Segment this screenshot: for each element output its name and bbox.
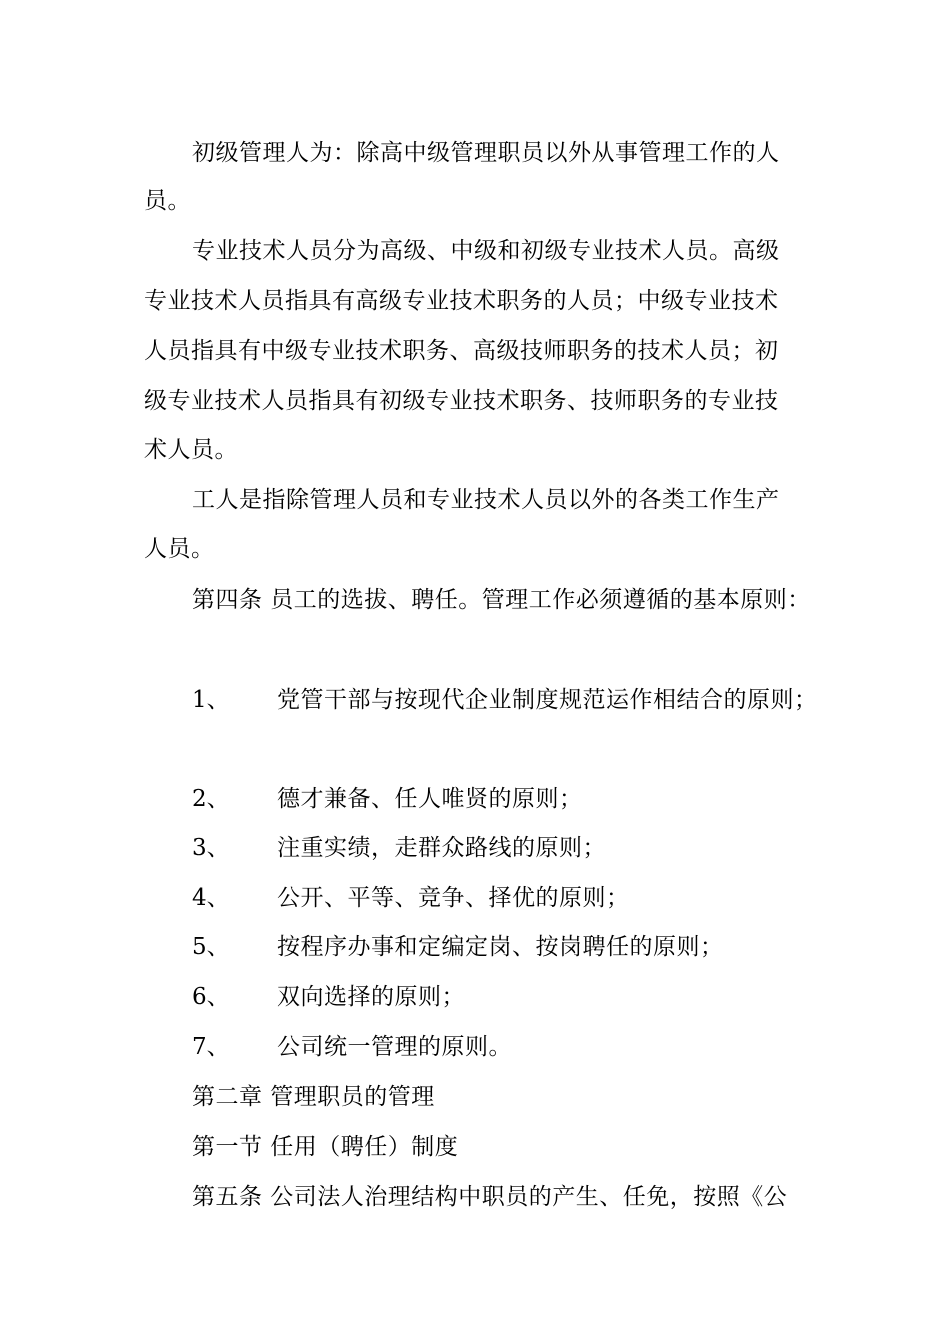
- principle-text: 公开、平等、竞争、择优的原则；: [277, 885, 630, 911]
- principle-text: 按程序办事和定编定岗、按岗聘任的原则；: [277, 934, 724, 960]
- section-heading: 第一节 任用（聘任）制度: [192, 1134, 459, 1160]
- paragraph-line: 人员。: [144, 536, 215, 562]
- paragraph-line: 人员指具有中级专业技术职务、高级技师职务的技术人员；初: [144, 338, 779, 364]
- chapter-heading: 第二章 管理职员的管理: [192, 1084, 435, 1110]
- principle-number: 7、: [192, 1034, 230, 1060]
- principle-number: 2、: [192, 786, 230, 812]
- paragraph-line: 初级管理人为：除高中级管理职员以外从事管理工作的人: [192, 140, 780, 166]
- principle-text: 德才兼备、任人唯贤的原则；: [277, 786, 583, 812]
- paragraph-line: 工人是指除管理人员和专业技术人员以外的各类工作生产: [192, 487, 780, 513]
- paragraph-line: 专业技术人员指具有高级专业技术职务的人员；中级专业技术: [144, 288, 779, 314]
- principle-text: 双向选择的原则；: [277, 984, 465, 1010]
- principle-number: 5、: [192, 934, 230, 960]
- principle-number: 1、: [192, 687, 230, 713]
- principle-number: 4、: [192, 885, 230, 911]
- principle-number: 3、: [192, 835, 230, 861]
- principle-text: 注重实绩，走群众路线的原则；: [277, 835, 606, 861]
- paragraph-line: 术人员。: [144, 437, 238, 463]
- paragraph-line: 专业技术人员分为高级、中级和初级专业技术人员。高级: [192, 238, 780, 264]
- principle-text: 党管干部与按现代企业制度规范运作相结合的原则；: [277, 687, 818, 713]
- article-four-heading: 第四条 员工的选拔、聘任。管理工作必须遵循的基本原则：: [192, 587, 811, 613]
- paragraph-line: 级专业技术人员指具有初级专业技术职务、技师职务的专业技: [144, 388, 779, 414]
- principle-number: 6、: [192, 984, 230, 1010]
- principle-text: 公司统一管理的原则。: [277, 1034, 512, 1060]
- article-five-text: 第五条 公司法人治理结构中职员的产生、任免，按照《公: [192, 1184, 788, 1210]
- paragraph-line: 员。: [144, 188, 191, 214]
